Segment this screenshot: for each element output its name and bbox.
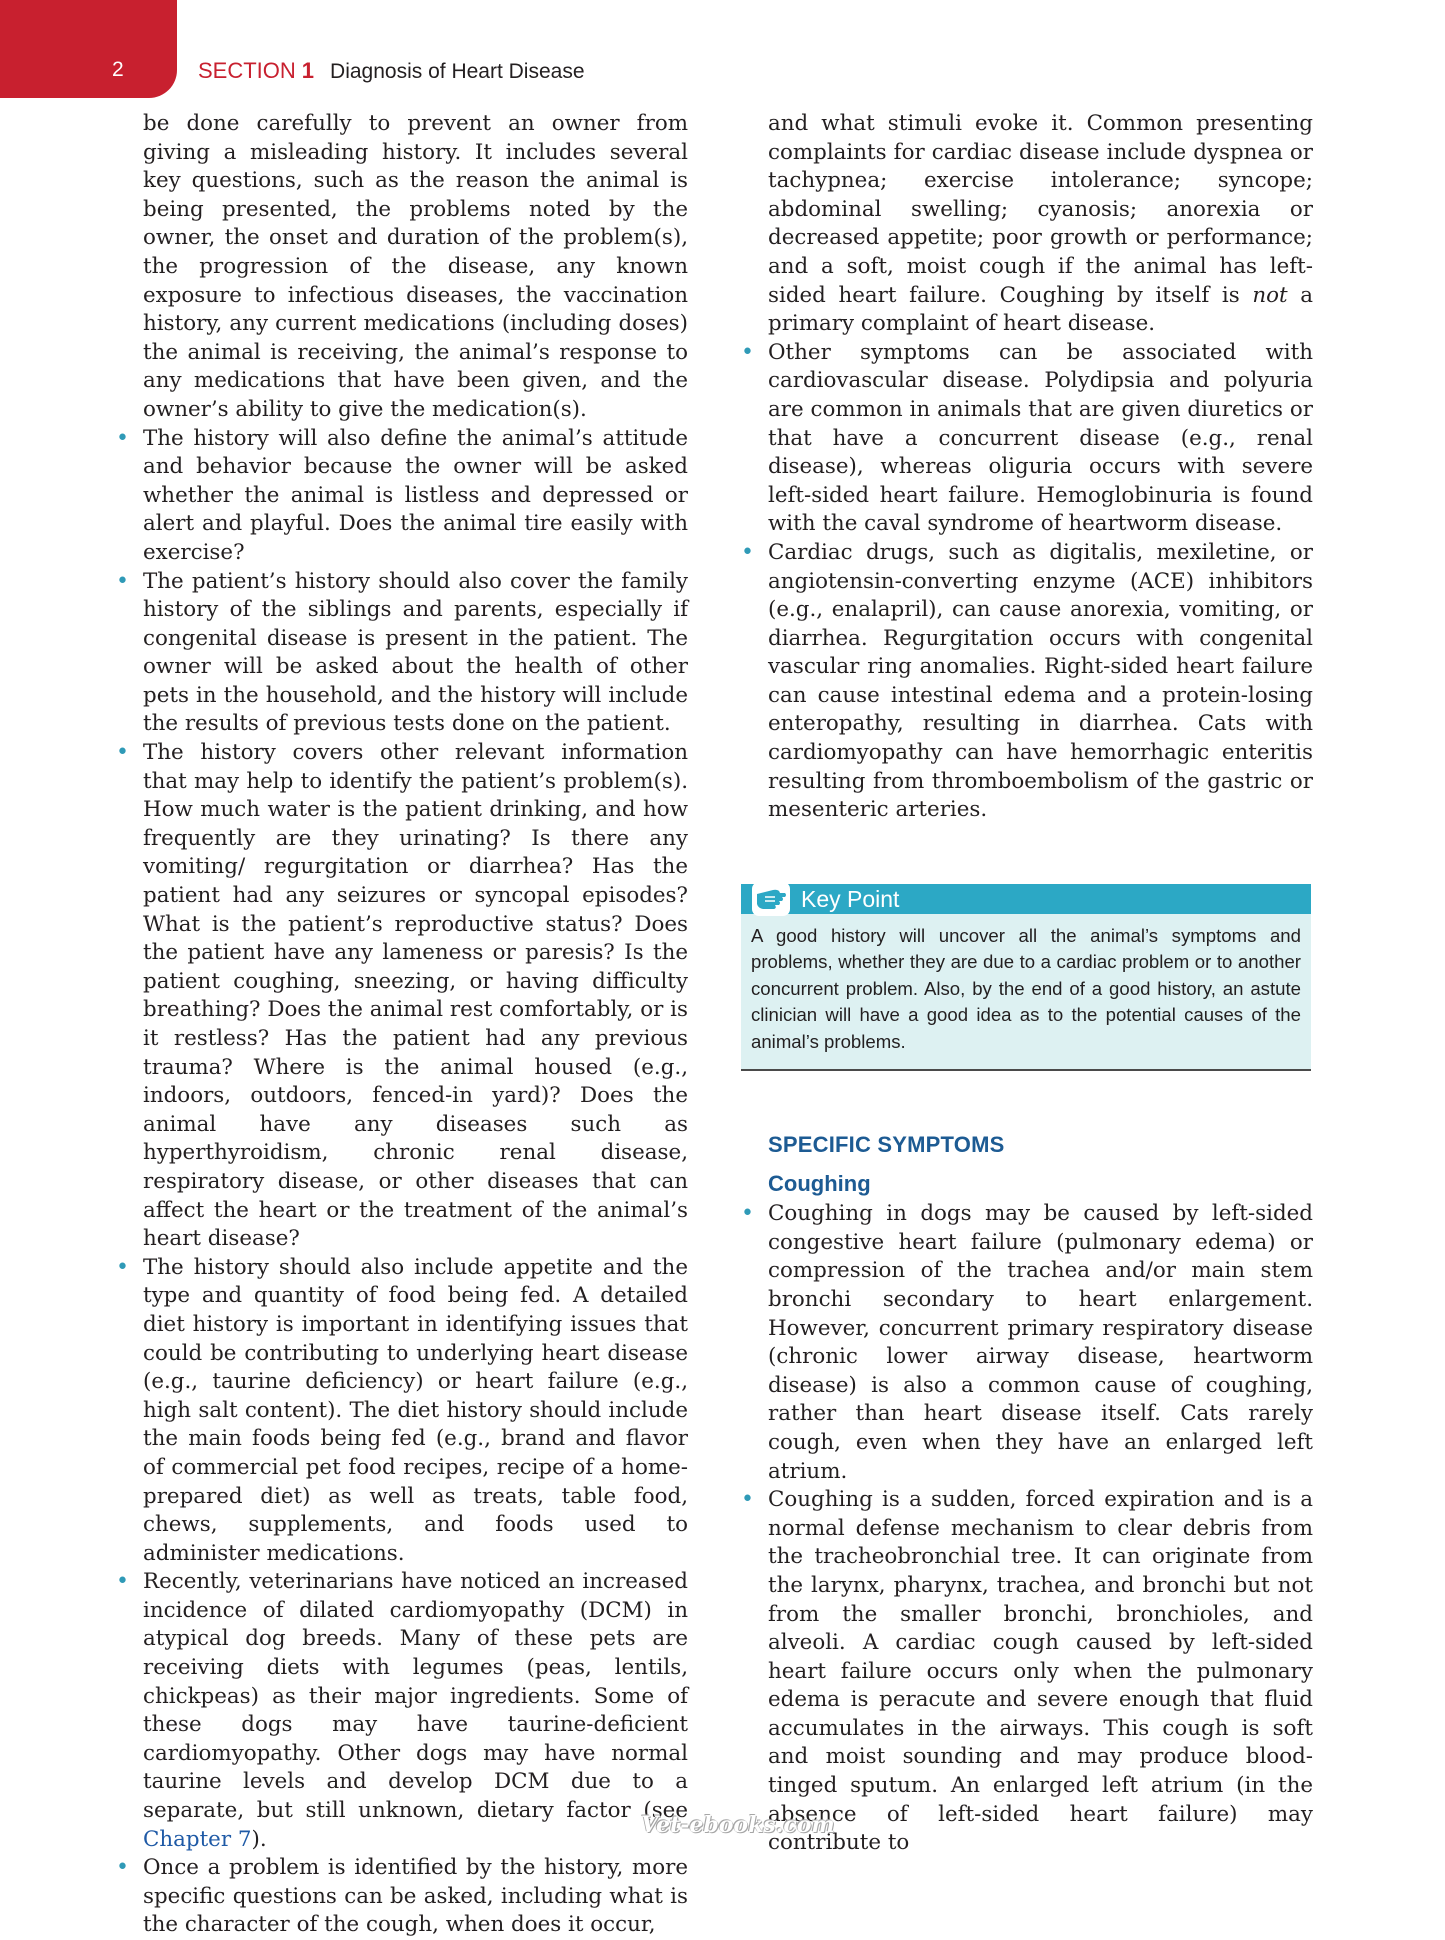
right-column: [768, 110, 1313, 825]
bullet-coughing-definition: • Coughing is a sudden, forced expiration and is a normal defense mechanism to clear debris from the tracheobronchial tree. It can originate from the larynx, pharynx, trachea, and bronchi but not from the smaller bronchi, bronchioles, and alveoli. A cardiac cough caused by left-sided heart failure occurs only when the pulmonary edema is peracute and severe enough that fluid accumulates in the airways. This cough is soft and moist sounding and may produce blood-tinged sputum. An enlarged left atrium (in the absence of left-sided heart failure) may contribute to: [768, 1486, 1313, 1858]
section-heading: SPECIFIC SYMPTOMS: [768, 1132, 1005, 1157]
key-point-body: A good history will uncover all the animal’s symptoms and problems, whether they are due to a cardiac problem or to another concurrent problem. Also, by the end of a good history, an astute clinician will have a good idea as to the potential causes of the animal’s problems.: [751, 925, 1301, 1052]
page-number-tab: [0, 0, 177, 98]
subheading-coughing: Coughing: [768, 1170, 871, 1196]
specific-symptoms-section: [768, 1131, 1313, 1858]
bullet-family-history: • The patient’s history should also cover the family history of the siblings and parents, especially if congenital disease is present in the patient. The owner will be asked about the health of other pets in the household, and the history will include the results of previous tests done on the patient.: [143, 568, 688, 740]
symptoms-bullet-list: [741, 339, 1313, 825]
history-bullet-list: [143, 425, 688, 1940]
bullet-relevant-information: • The history covers other relevant information that may help to identify the patient’s problem(s). How much water is the patient drinking, and how frequently are they urinating? Is there any vomiting/ regurgitation or diarrhea? Has the patient had any seizures or syncopal episodes? What is the patient’s reproductive status? Does the patient have any lameness or paresis? Is the patient coughing, sneezing, or having difficulty breathing? Does the animal rest comfortably, or is it restless? Has the patient had any previous trauma? Where is the animal housed (e.g., indoors, outdoors, fenced-in yard)? Does the animal have any diseases such as hyperthyroidism, chronic renal disease, respiratory disease, or other diseases that can affect the heart or the treatment of the animal’s heart disease?: [143, 739, 688, 1254]
continued-text: [768, 110, 1313, 339]
chapter-7-link[interactable]: Chapter 7: [143, 1826, 252, 1852]
key-point-box: [741, 884, 1311, 1071]
page-number: 2: [112, 58, 124, 81]
continued-text-start: and what stimuli evoke it. Common presenting complaints for cardiac disease include dyspnea or tachypnea; exercise intolerance; syncope; abdominal swelling; cyanosis; anorexia or decreased appetite; poor growth or performance; and a soft, moist cough if the animal has left-sided heart failure. Coughing by itself is: [768, 111, 1313, 308]
key-point-title: Key Point: [801, 886, 900, 912]
bullet-specific-questions: • Once a problem is identified by the history, more specific questions can be asked, including what is the character of the cough, when does it occur,: [143, 1854, 688, 1940]
coughing-bullet-list: [768, 1200, 1313, 1858]
running-head: [198, 58, 585, 84]
pointing-hand-icon: [751, 880, 791, 918]
key-point-header: [741, 884, 1311, 914]
emphasis-not: not: [1252, 282, 1288, 308]
continued-text-end: a primary complaint of heart disease.: [768, 282, 1313, 337]
section-title: Diagnosis of Heart Disease: [330, 60, 585, 83]
dcm-text-end: ).: [251, 1826, 267, 1852]
bullet-coughing-causes: • Coughing in dogs may be caused by left-sided congestive heart failure (pulmonary edema) or compression of the trachea and/or main stem bronchi secondary to heart enlargement. However, concurrent primary respiratory disease (chronic lower airway disease, heartworm disease) is also a common cause of coughing, rather than heart disease itself. Cats rarely cough, even when they have an enlarged left atrium.: [768, 1200, 1313, 1486]
bullet-attitude: • The history will also define the animal’s attitude and behavior because the owner will be asked whether the animal is listless and depressed or alert and playful. Does the animal tire easily with exercise?: [143, 425, 688, 568]
bullet-other-symptoms: • Other symptoms can be associated with cardiovascular disease. Polydipsia and polyuria are common in animals that are given diuretics or that have a concurrent disease (e.g., renal disease), whereas oliguria occurs with severe left-sided heart failure. Hemoglobinuria is found with the caval syndrome of heartworm disease.: [768, 339, 1313, 539]
bullet-cardiac-drugs: • Cardiac drugs, such as digitalis, mexiletine, or angiotensin-converting enzyme (ACE) inhibitors (e.g., enalapril), can cause anorexia, vomiting, or diarrhea. Regurgitation occurs with congenital vascular ring anomalies. Right-sided heart failure can cause intestinal edema and a protein-losing enteropathy, resulting in diarrhea. Cats with cardiomyopathy can have hemorrhagic enteritis resulting from thromboembolism of the gastric or mesenteric arteries.: [768, 539, 1313, 825]
left-column: [143, 110, 688, 1940]
section-label: SECTION: [198, 58, 296, 83]
bullet-diet-history: • The history should also include appetite and the type and quantity of food being fed. A detailed diet history is important in identifying issues that could be contributing to underlying heart disease (e.g., taurine deficiency) or heart failure (e.g., high salt content). The diet history should include the main foods being fed (e.g., brand and flavor of commercial pet food recipes, recipe of a home-prepared diet) as well as treats, table food, chews, supplements, and foods used to administer medications.: [143, 1254, 688, 1569]
bullet-dcm-diets: [143, 1568, 688, 1854]
continued-paragraph: be done carefully to prevent an owner from giving a misleading history. It includes several key questions, such as the reason the animal is being presented, the problems noted by the owner, the onset and duration of the problem(s), the progression of the disease, any known exposure to infectious diseases, the vaccination history, any current medications (including doses) the animal is receiving, the animal’s response to any medications that have been given, and the owner’s ability to give the medication(s).: [143, 111, 688, 422]
watermark: Vet-ebooks.com: [641, 1812, 835, 1838]
section-number: 1: [301, 58, 315, 83]
dcm-text: Recently, veterinarians have noticed an increased incidence of dilated cardiomyopathy (DCM) in atypical dog breeds. Many of these pets are receiving diets with legumes (peas, lentils, chickpeas) as their major ingredients. Some of these dogs may have taurine-deficient cardiomyopathy. Other dogs may have normal taurine levels and develop DCM due to a separate, but still unknown, dietary factor (see: [143, 1569, 688, 1824]
